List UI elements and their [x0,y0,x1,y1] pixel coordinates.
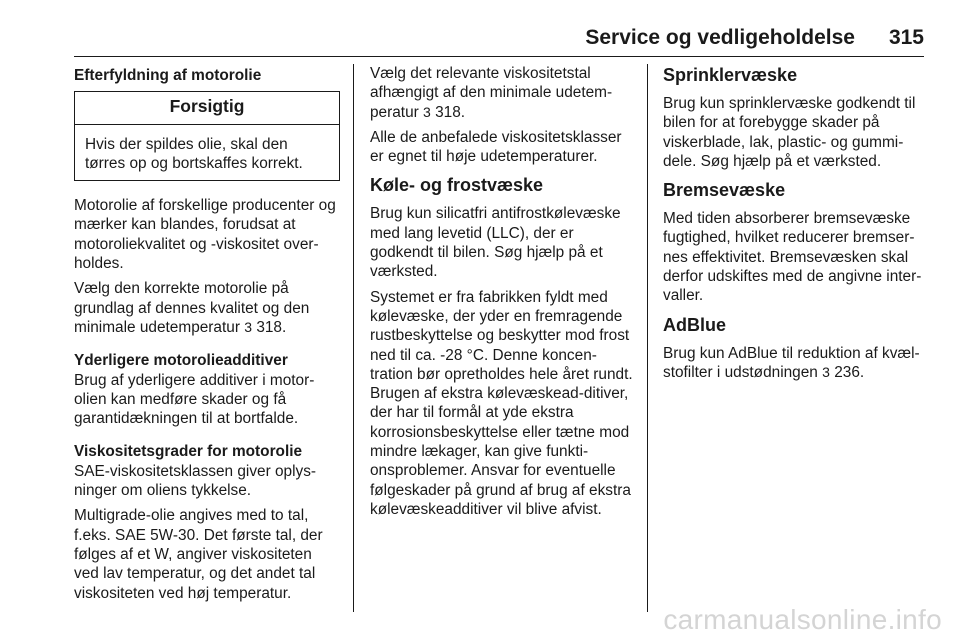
paragraph-text: Vælg den korrekte motorolie på grundlag af dennes kvalitet og den minimale udetemperatur [74,280,310,336]
caution-box [74,91,340,181]
paragraph-washer-fluid: Brug kun sprinklervæske godkendt til bilen for at forebygge skader på viskerblade, lak, plastic- og gummi-dele. Søg hjælp på et værksted. [663,95,916,170]
paragraph-viscosity-choice [370,64,636,122]
watermark: carmanualsonline.info [663,604,942,635]
paragraph-coolant-factory: Systemet er fra fabrikken fyldt med kølevæske, der yder en fremragende rustbeskyttelse og beskytter mod frost ned til ca. -28 °C. Denne koncen-tration bør opretholdes hele året rundt. Brugen af ekstra kølevæskead-ditiver, der har til formål at yde ekstra korrosionsbeskyttelse eller tætne mod mindre lækager, kan give funkti-onsproblemer. Ansvar for eventuelle følgeskader på grund af brug af ekstra kølevæskeadditiver vil blive afvist. [370,288,633,518]
caution-heading: Forsigtig [75,92,339,124]
subsection-additives [74,351,340,428]
heading-adblue: AdBlue [663,314,726,335]
heading-washer-fluid: Sprinklervæske [663,65,798,85]
column-3 [663,64,928,388]
page-header [585,26,924,50]
section-title-oil-refill: Efterfyldning af motorolie [74,67,262,84]
paragraph-viscosity-classes: Alle de anbefalede viskositetsklasser er egnet til høje udetemperaturer. [370,128,622,166]
heading-brake-fluid: Bremsevæske [663,180,786,201]
caution-text: Hvis der spildes olie, skal den tørres op og bortskaffes korrekt. [85,135,303,172]
page-reference-icon: 3 [423,103,431,120]
subsection-text-additives: Brug af yderligere additiver i motor-olien kan medføre skader og få garantidækningen til at bortfalde. [74,371,315,428]
paragraph-coolant-type: Brug kun silicatfri antifrostkølevæske med lang levetid (LLC), der er godkendt til bilen. Søg hjælp på et værksted. [370,205,621,281]
column-1 [74,66,340,609]
paragraph-oil-mixing: Motorolie af forskellige producenter og mærker kan blandes, forudsat at motoroliekvalitet og -viskositet over-holdes. [74,197,336,273]
paragraph-brake-fluid: Med tiden absorberer bremsevæske fugtighed, hvilket reducerer bremser-nes effektivitet. Bremsevæsken skal derfor udskiftes med de angivne inter-valler. [663,210,922,305]
page-reference[interactable]: 236. [834,363,865,381]
page-reference[interactable]: 318. [256,318,287,336]
header-title: Service og vedligeholdelse [585,26,855,49]
paragraph-adblue [663,344,928,383]
page-reference[interactable]: 318. [435,103,466,121]
page-number: 315 [888,26,924,49]
paragraph-oil-selection [74,279,340,337]
subsection-title-viscosity: Viskositetsgrader for motorolie [74,443,303,461]
paragraph-text: Brug kun AdBlue til reduktion af kvæl-stofilter i udstødningen [663,344,920,381]
paragraph-text: Vælg det relevante viskositetstal afhængigt af den minimale udetem-peratur [370,65,613,121]
subsection-title-additives: Yderligere motorolieadditiver [74,352,288,370]
page-reference-icon: 3 [822,363,830,380]
heading-coolant: Køle- og frostvæske [370,175,544,196]
paragraph-multigrade: Multigrade-olie angives med to tal, f.eks. SAE 5W-30. Det første tal, der følges af et W, angiver viskositeten ved lav temperatur, og det andet tal viskositeten ved høj temperatur. [74,507,323,602]
subsection-viscosity [74,442,340,500]
column-2 [370,64,636,525]
column-divider-2 [647,64,648,612]
subsection-text-viscosity: SAE-viskositetsklassen giver oplys-ninger om oliens tykkelse. [74,462,317,500]
header-divider [74,56,924,57]
column-divider-1 [353,64,354,612]
page-reference-icon: 3 [244,318,253,335]
